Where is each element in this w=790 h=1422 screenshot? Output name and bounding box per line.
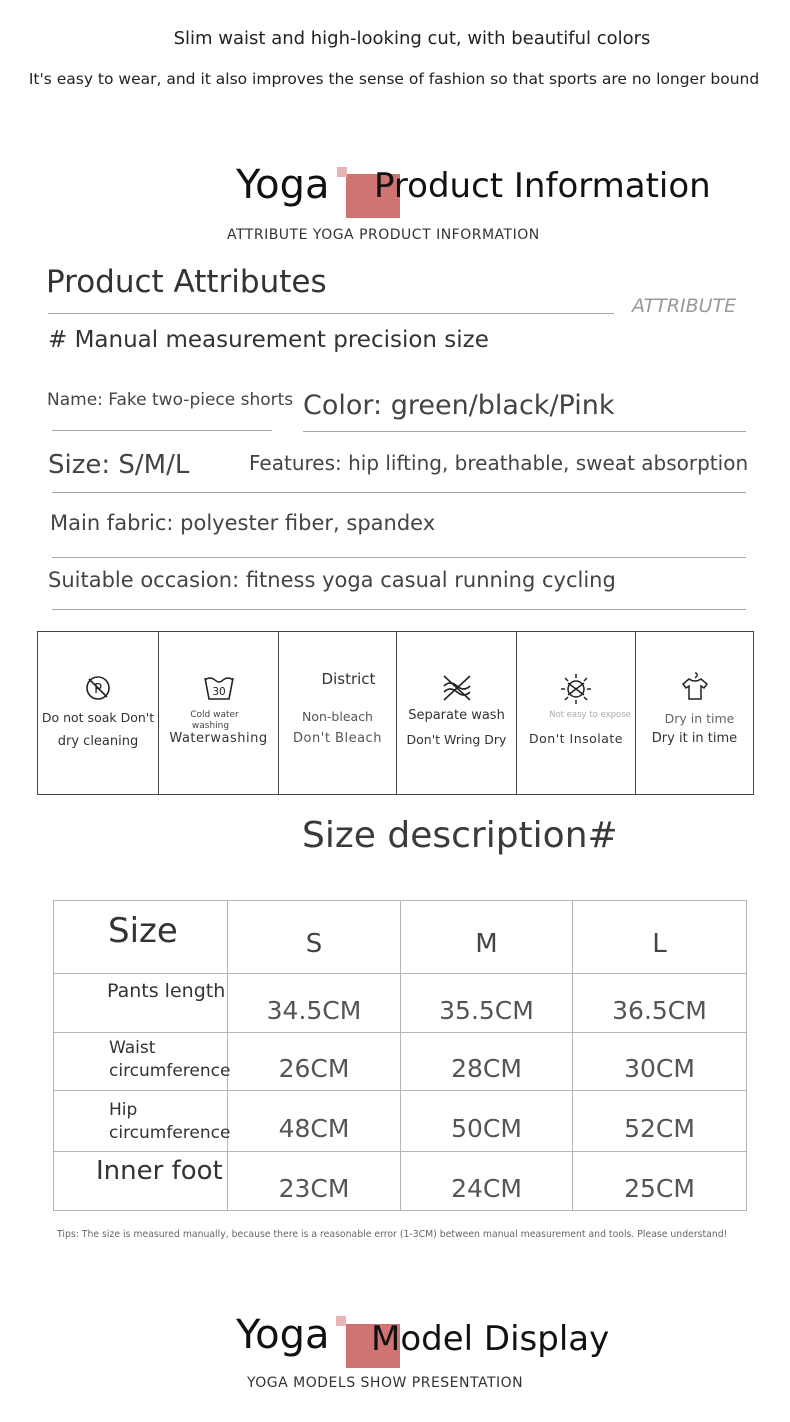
table-row-label-cell xyxy=(54,1033,231,1091)
section-subtitle: YOGA MODELS SHOW PRESENTATION xyxy=(247,1375,524,1391)
attribute-occasion: Suitable occasion: fitness yoga casual running cycling xyxy=(48,568,616,592)
section-title: Product Information xyxy=(374,166,711,206)
table-row-label-cell xyxy=(54,1091,231,1152)
care-cell-no-wring xyxy=(397,632,517,794)
row-label: Pants length xyxy=(107,980,226,1002)
care-cell-cold-wash xyxy=(159,632,279,794)
table-header-cell xyxy=(54,901,228,974)
intro-headline: Slim waist and high-looking cut, with beautiful colors xyxy=(173,28,651,49)
table-cell: 36.5CM xyxy=(573,974,747,1033)
svg-text:30: 30 xyxy=(211,686,226,698)
accent-block-small xyxy=(337,167,347,177)
table-cell: 48CM xyxy=(228,1091,401,1152)
table-cell: 34.5CM xyxy=(228,974,401,1033)
care-small-label: Not easy to expose xyxy=(549,710,631,720)
attribute-name: Name: Fake two-piece shorts xyxy=(47,390,294,410)
no-soak-icon xyxy=(84,674,112,702)
table-row-label-cell xyxy=(54,1152,228,1211)
table-cell: 26CM xyxy=(228,1033,401,1091)
section-subtitle: ATTRIBUTE YOGA PRODUCT INFORMATION xyxy=(227,227,540,243)
attributes-title-en: ATTRIBUTE xyxy=(632,295,737,317)
svg-text:P: P xyxy=(94,682,102,697)
table-cell: 35.5CM xyxy=(401,974,573,1033)
table-cell: 52CM xyxy=(573,1091,747,1152)
care-label-en: Don't Wring Dry xyxy=(406,732,507,747)
section-title: Model Display xyxy=(371,1319,610,1359)
divider xyxy=(303,431,746,432)
table-header-row xyxy=(54,901,747,974)
attributes-title: Product Attributes xyxy=(46,264,327,300)
care-label-en: Don't Bleach xyxy=(293,731,382,746)
table-cell: 23CM xyxy=(228,1152,401,1211)
no-wring-icon xyxy=(440,672,474,704)
row-label: Hip circumference xyxy=(109,1100,231,1143)
care-cell-no-bleach xyxy=(279,632,397,794)
care-label: Non-bleach xyxy=(302,709,373,724)
table-header-cell: S xyxy=(228,901,401,974)
row-label: Inner foot xyxy=(96,1156,223,1186)
accent-block-small xyxy=(336,1316,346,1326)
care-cell-no-sun xyxy=(517,632,636,794)
care-label-en: Dry it in time xyxy=(651,731,738,746)
no-sun-icon xyxy=(559,672,593,706)
table-row xyxy=(54,974,747,1033)
divider xyxy=(52,557,746,558)
section-yoga-word: Yoga xyxy=(236,162,330,208)
hanger-shirt-icon xyxy=(678,670,712,702)
size-header-label: Size xyxy=(108,911,178,951)
table-cell: 30CM xyxy=(573,1033,747,1091)
care-small-label: Cold water xyxy=(190,710,239,720)
divider xyxy=(52,492,746,493)
table-cell: 24CM xyxy=(401,1152,573,1211)
table-header-cell: L xyxy=(573,901,747,974)
care-instructions-grid xyxy=(37,631,754,795)
table-cell: 50CM xyxy=(401,1091,573,1152)
care-label-en: Don't Insolate xyxy=(529,731,623,746)
care-label: Dry in time xyxy=(664,711,735,726)
care-top-label: District xyxy=(321,670,376,688)
table-row xyxy=(54,1033,747,1091)
table-cell: 25CM xyxy=(573,1152,747,1211)
care-label-en: dry cleaning xyxy=(57,734,139,749)
care-cell-dry xyxy=(636,632,753,794)
divider xyxy=(52,609,746,610)
care-cell-no-soak xyxy=(38,632,159,794)
care-label: Do not soak Don't xyxy=(41,710,155,725)
cold-wash-icon xyxy=(202,672,236,702)
care-small-label: washing xyxy=(191,721,230,731)
table-row-label-cell xyxy=(54,974,228,1033)
size-description-title: Size description# xyxy=(302,815,618,856)
section-yoga-word: Yoga xyxy=(236,1312,330,1358)
size-tips: Tips: The size is measured manually, because there is a reasonable error (1-3CM) between manual measurement and tools. Please understand! xyxy=(57,1229,728,1240)
table-row xyxy=(54,1091,747,1152)
intro-description: It's easy to wear, and it also improves the sense of fashion so that sports are no longer bound xyxy=(28,70,760,88)
attribute-size: Size: S/M/L xyxy=(48,450,190,480)
attribute-fabric: Main fabric: polyester fiber, spandex xyxy=(50,511,436,535)
table-cell: 28CM xyxy=(401,1033,573,1091)
attribute-features: Features: hip lifting, breathable, sweat absorption xyxy=(249,451,749,475)
care-label: Separate wash xyxy=(408,708,505,723)
size-table xyxy=(53,900,747,1211)
care-label-en: Waterwashing xyxy=(169,731,268,746)
table-row xyxy=(54,1152,747,1211)
divider xyxy=(52,430,272,431)
attribute-color: Color: green/black/Pink xyxy=(303,390,615,421)
row-label: Waist circumference xyxy=(109,1038,231,1081)
precision-note: # Manual measurement precision size xyxy=(48,327,489,353)
divider xyxy=(48,313,614,314)
table-header-cell: M xyxy=(401,901,573,974)
